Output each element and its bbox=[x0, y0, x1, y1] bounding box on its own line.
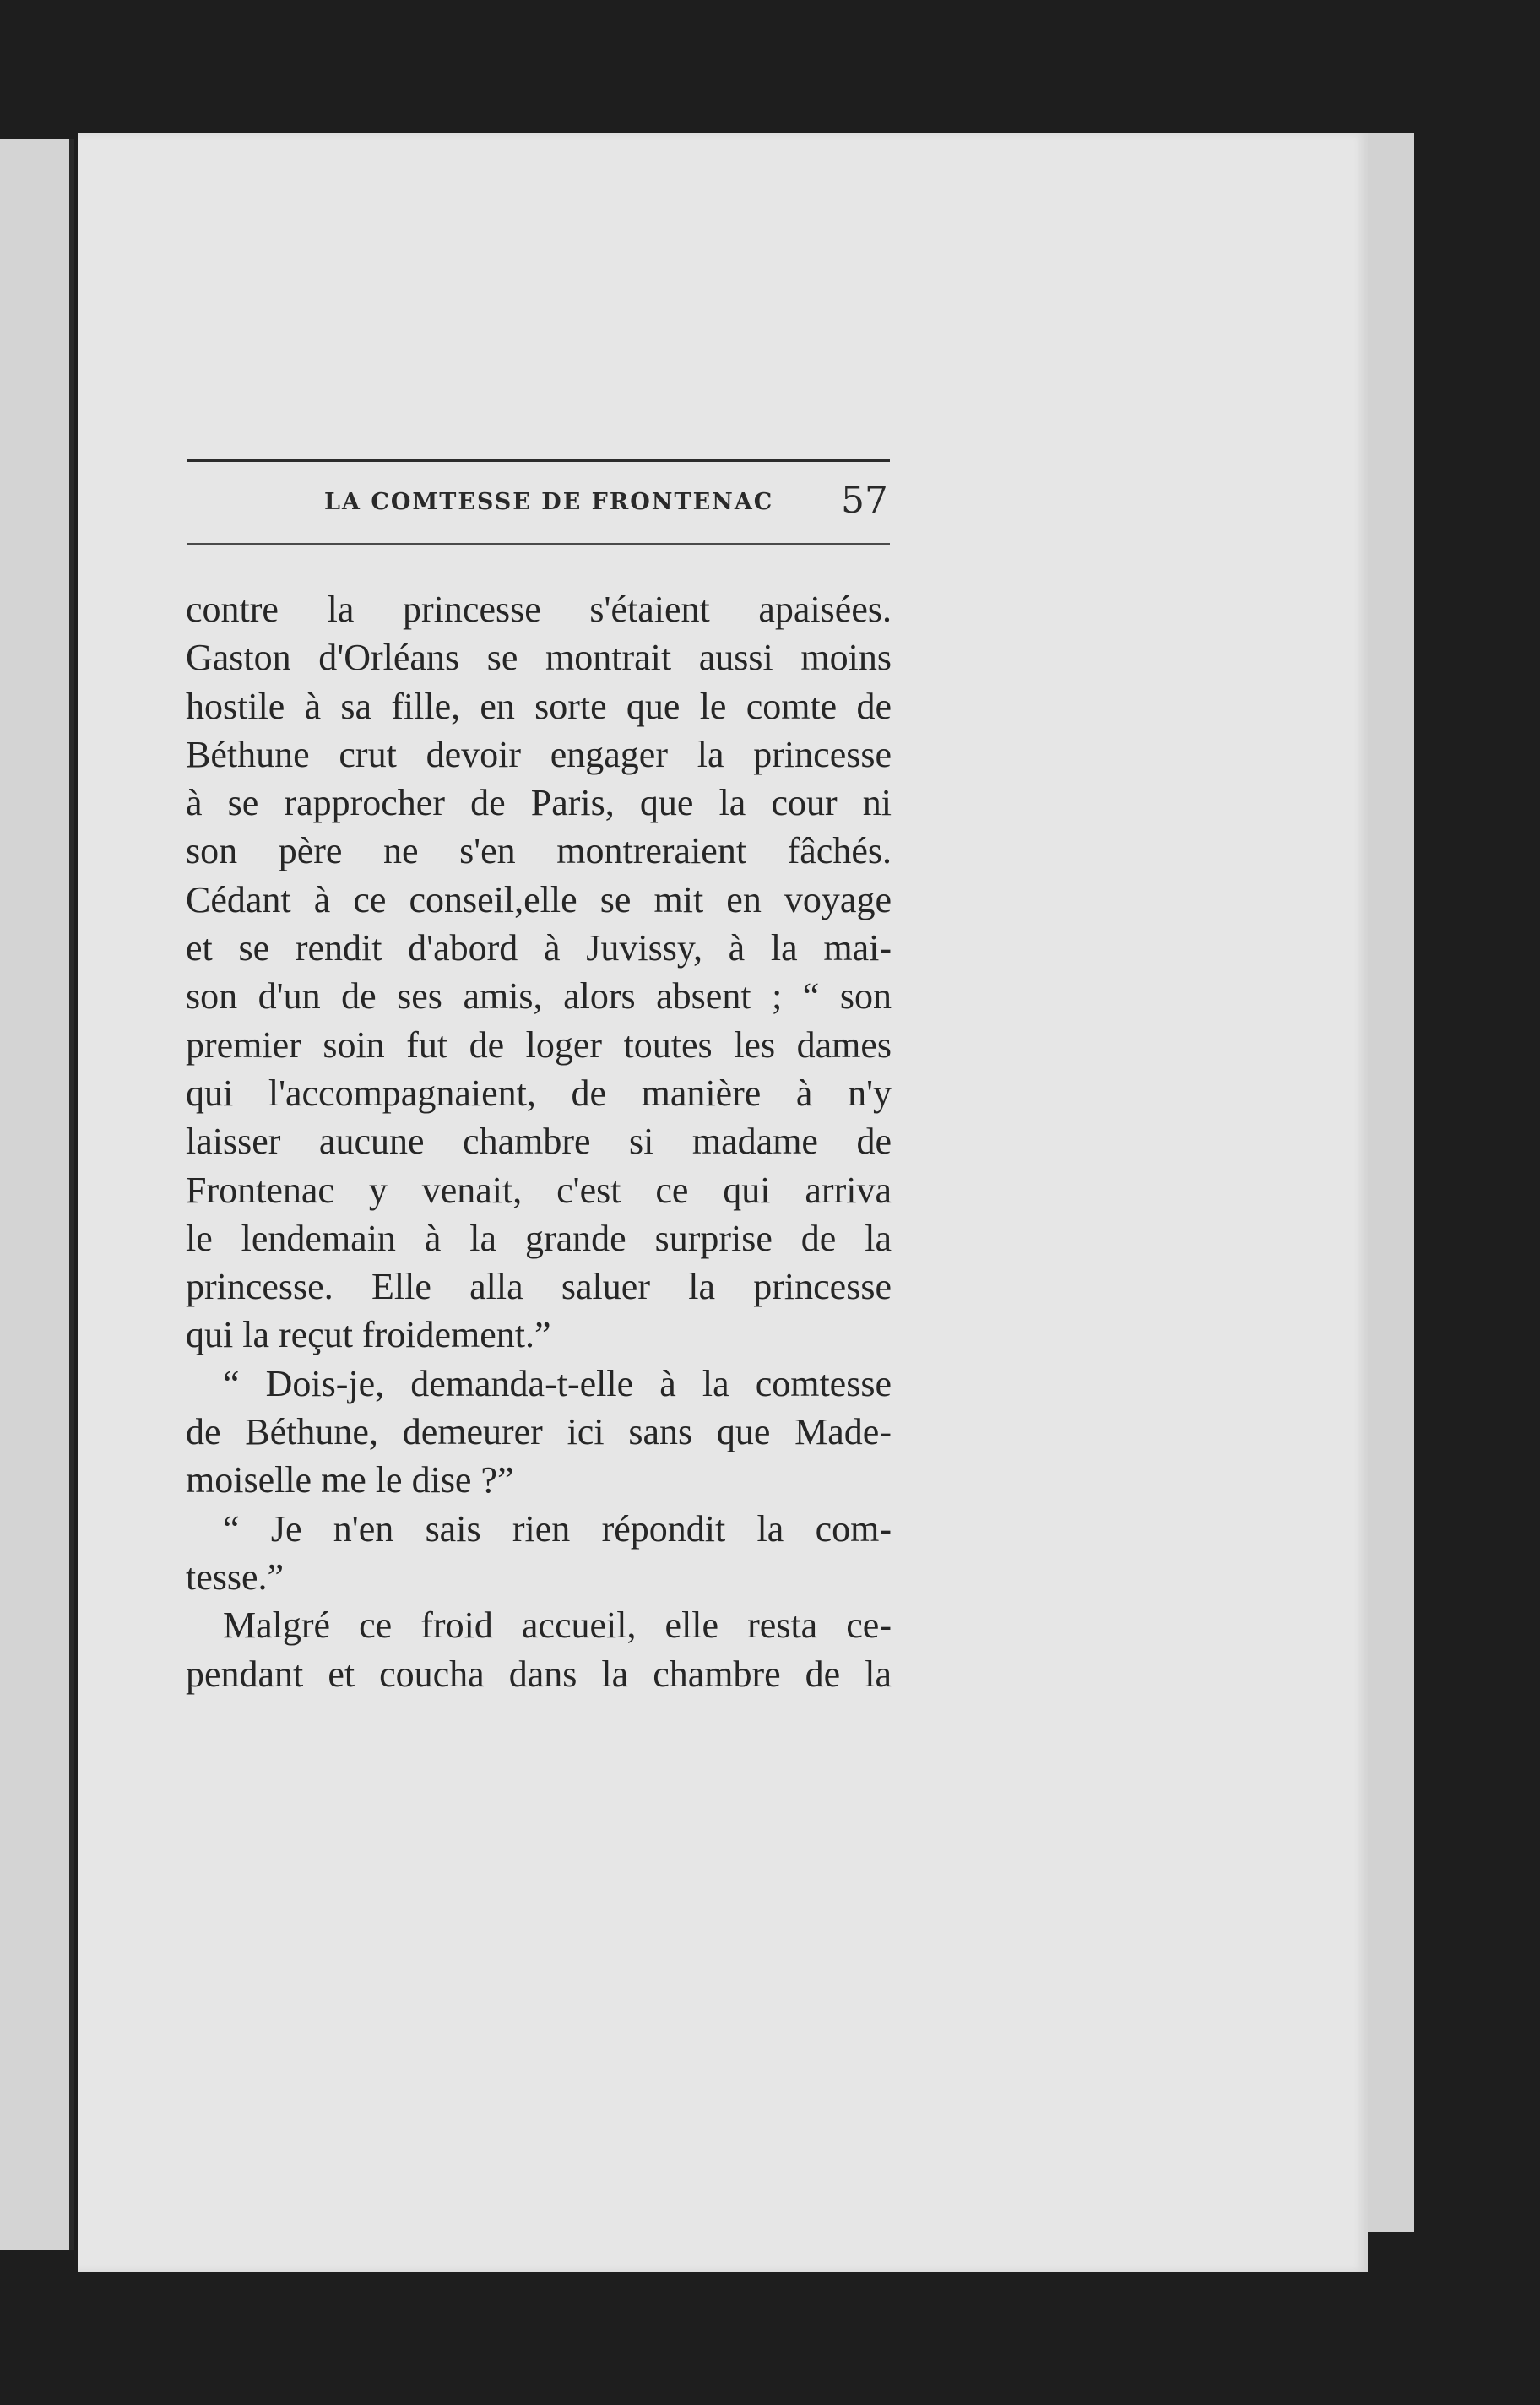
text-line: le lendemain à la grande surprise de la bbox=[186, 1217, 892, 1259]
text-line: son père ne s'en montreraient fâchés. bbox=[186, 830, 892, 872]
text-line: moiselle me le dise ?” bbox=[186, 1459, 514, 1501]
book-page bbox=[78, 133, 1368, 2272]
text-line: Cédant à ce conseil,elle se mit en voyage bbox=[186, 878, 892, 920]
text-line: Malgré ce froid accueil, elle resta ce- bbox=[223, 1604, 892, 1647]
text-line: “ Je n'en sais rien répondit la com- bbox=[223, 1507, 892, 1550]
text-line: et se rendit d'abord à Juvissy, à la mai- bbox=[186, 927, 892, 969]
header-rule-top bbox=[187, 459, 890, 462]
body-text bbox=[186, 585, 892, 1698]
text-line: princesse. Elle alla saluer la princesse bbox=[186, 1266, 892, 1308]
text-line: son d'un de ses amis, alors absent ; “ son bbox=[186, 975, 892, 1018]
text-line: laisser aucune chambre si madame de bbox=[186, 1121, 892, 1163]
running-title: LA COMTESSE DE FRONTENAC bbox=[324, 489, 774, 515]
text-line: “ Dois-je, demanda-t-elle à la comtesse bbox=[223, 1362, 892, 1404]
text-line: Gaston d'Orléans se montrait aussi moins bbox=[186, 637, 892, 679]
text-line: pendant et coucha dans la chambre de la bbox=[186, 1653, 892, 1695]
text-line: à se rapprocher de Paris, que la cour ni bbox=[186, 782, 892, 824]
text-line: qui la reçut froidement.” bbox=[186, 1314, 551, 1356]
page-number: 57 bbox=[841, 479, 888, 522]
text-line: premier soin fut de loger toutes les dames bbox=[186, 1023, 892, 1066]
text-line: Frontenac y venait, c'est ce qui arriva bbox=[186, 1169, 892, 1211]
running-header bbox=[187, 459, 890, 547]
text-line: contre la princesse s'étaient apaisées. bbox=[186, 589, 892, 630]
header-rule-bottom bbox=[187, 543, 890, 545]
text-line: Béthune crut devoir engager la princesse bbox=[186, 733, 892, 775]
text-line: hostile à sa fille, en sorte que le comte de bbox=[186, 685, 892, 727]
text-line: qui l'accompagnaient, de manière à n'y bbox=[186, 1072, 892, 1114]
right-page-edge bbox=[1366, 133, 1414, 2232]
left-page-edge bbox=[0, 139, 74, 2250]
text-line: tesse.” bbox=[186, 1555, 285, 1598]
text-line: de Béthune, demeurer ici sans que Made- bbox=[186, 1411, 892, 1453]
